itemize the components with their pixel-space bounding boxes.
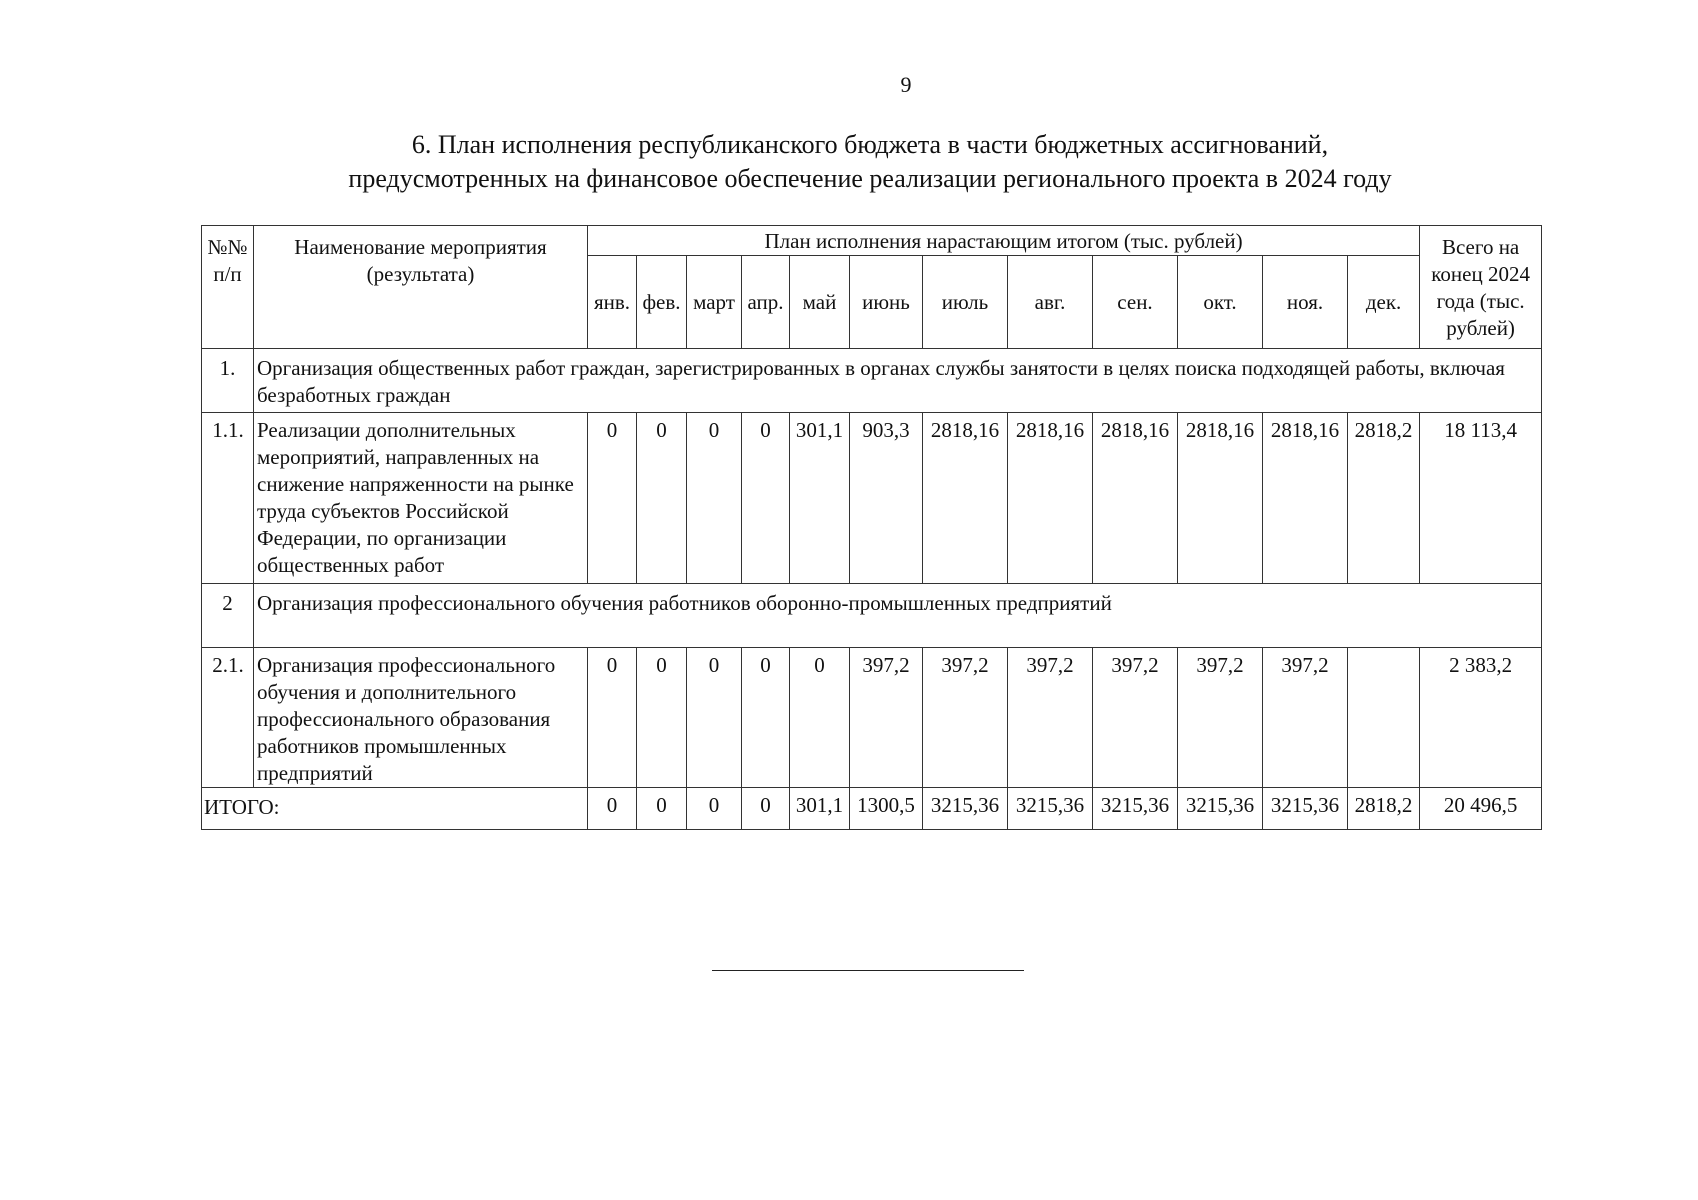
month-header: фев. [637, 256, 687, 349]
value-cell: 2818,2 [1348, 413, 1420, 584]
section-title: Организация профессионального обучения работников оборонно-промышленных предприятий [254, 584, 1542, 648]
budget-plan-table [201, 225, 1542, 830]
title-line-2: предусмотренных на финансовое обеспечение реализации регионального проекта в 2024 году [348, 164, 1392, 193]
totals-row [202, 788, 1542, 830]
value-cell: 1300,5 [850, 788, 923, 830]
document-title [0, 128, 1698, 196]
month-header: июль [923, 256, 1008, 349]
header-plan: План исполнения нарастающим итогом (тыс. рублей) [588, 226, 1420, 256]
value-cell: 397,2 [923, 648, 1008, 788]
header-num: №№ п/п [202, 226, 254, 349]
table-row-item-2-1 [202, 648, 1542, 788]
value-cell: 0 [687, 648, 742, 788]
value-cell: 397,2 [1008, 648, 1093, 788]
value-cell: 397,2 [1263, 648, 1348, 788]
item-name: Реализации дополнительных мероприятий, направленных на снижение напряженности на рынке труда субъектов Российской Федерации, по организации общественных работ [254, 413, 588, 584]
value-cell: 397,2 [1178, 648, 1263, 788]
month-header: окт. [1178, 256, 1263, 349]
month-header: дек. [1348, 256, 1420, 349]
section-num: 1. [202, 349, 254, 413]
totals-label: ИТОГО: [202, 788, 588, 830]
section-row-1 [202, 349, 1542, 413]
month-header: ноя. [1263, 256, 1348, 349]
value-cell: 301,1 [790, 413, 850, 584]
value-cell: 0 [588, 648, 637, 788]
page-number: 9 [900, 72, 912, 97]
item-num: 1.1. [202, 413, 254, 584]
item-name: Организация профессионального обучения и дополнительного профессионального образования работников промышленных предприятий [254, 648, 588, 788]
month-header: март [687, 256, 742, 349]
value-cell: 2818,16 [923, 413, 1008, 584]
total-cell: 20 496,5 [1420, 788, 1542, 830]
section-num: 2 [202, 584, 254, 648]
table-row-item-1-1 [202, 413, 1542, 584]
value-cell: 3215,36 [1008, 788, 1093, 830]
month-header: авг. [1008, 256, 1093, 349]
value-cell: 0 [790, 648, 850, 788]
value-cell: 0 [637, 413, 687, 584]
value-cell: 903,3 [850, 413, 923, 584]
section-row-2 [202, 584, 1542, 648]
value-cell: 2818,16 [1263, 413, 1348, 584]
month-header: июнь [850, 256, 923, 349]
total-cell: 2 383,2 [1420, 648, 1542, 788]
value-cell: 0 [637, 788, 687, 830]
value-cell: 0 [637, 648, 687, 788]
value-cell: 0 [588, 788, 637, 830]
value-cell: 0 [687, 788, 742, 830]
value-cell: 3215,36 [1093, 788, 1178, 830]
closing-rule-divider [712, 970, 1024, 971]
value-cell [1348, 648, 1420, 788]
value-cell: 3215,36 [923, 788, 1008, 830]
total-cell: 18 113,4 [1420, 413, 1542, 584]
value-cell: 0 [588, 413, 637, 584]
month-header: янв. [588, 256, 637, 349]
value-cell: 3215,36 [1178, 788, 1263, 830]
title-line-1: 6. План исполнения республиканского бюджета в части бюджетных ассигнований, [411, 130, 1329, 159]
value-cell: 0 [742, 788, 790, 830]
header-row [202, 226, 1542, 256]
month-header: апр. [742, 256, 790, 349]
item-num: 2.1. [202, 648, 254, 788]
value-cell: 2818,16 [1178, 413, 1263, 584]
month-header: май [790, 256, 850, 349]
value-cell: 2818,16 [1008, 413, 1093, 584]
value-cell: 397,2 [850, 648, 923, 788]
section-title: Организация общественных работ граждан, зарегистрированных в органах службы занятости в целях поиска подходящей работы, включая безработных граждан [254, 349, 1542, 413]
value-cell: 301,1 [790, 788, 850, 830]
value-cell: 3215,36 [1263, 788, 1348, 830]
header-total: Всего на конец 2024 года (тыс. рублей) [1420, 226, 1542, 349]
value-cell: 0 [742, 413, 790, 584]
value-cell: 2818,16 [1093, 413, 1178, 584]
value-cell: 0 [687, 413, 742, 584]
header-name: Наименование мероприятия (результата) [254, 226, 588, 349]
value-cell: 0 [742, 648, 790, 788]
month-header: сен. [1093, 256, 1178, 349]
value-cell: 2818,2 [1348, 788, 1420, 830]
value-cell: 397,2 [1093, 648, 1178, 788]
